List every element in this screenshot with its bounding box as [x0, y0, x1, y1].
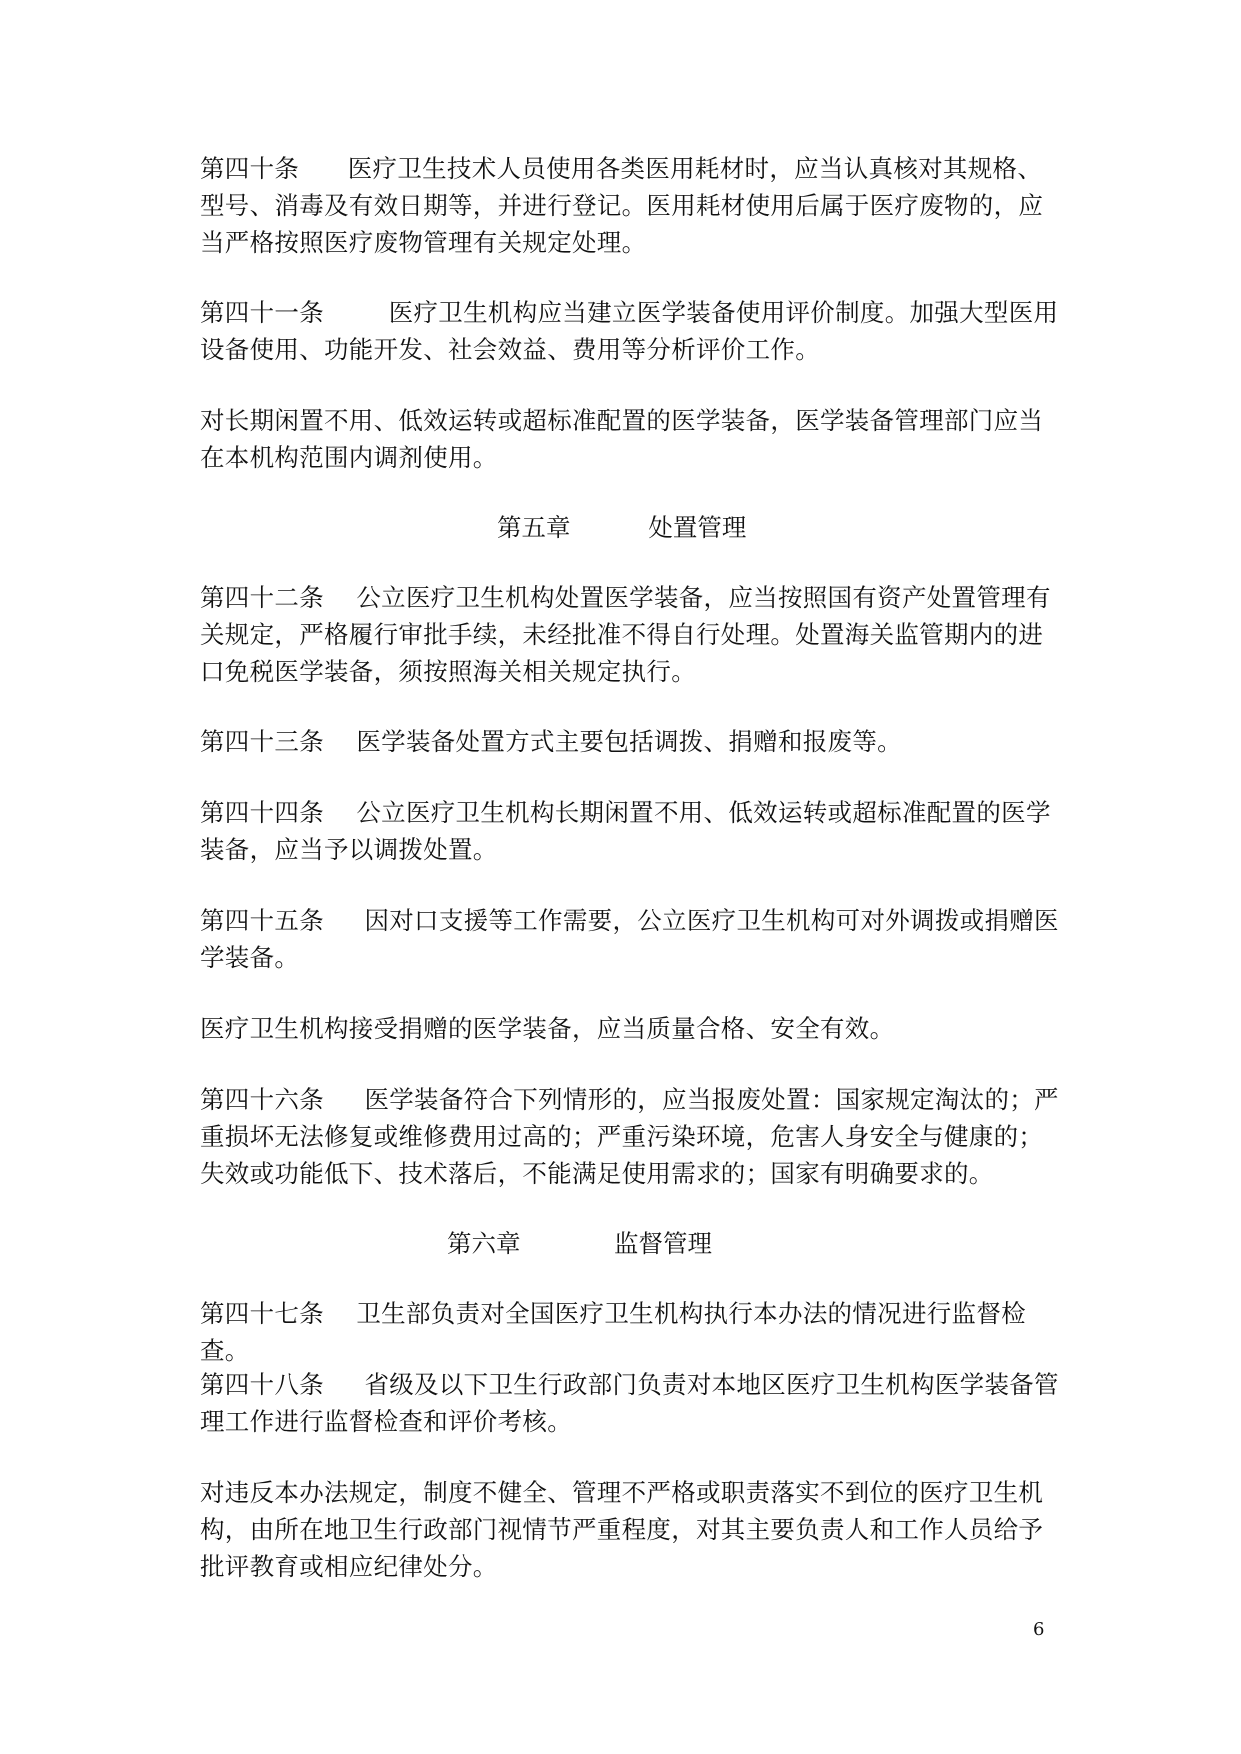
chapter-title: 监督管理 [613, 1229, 712, 1258]
article-text: 医学装备符合下列情形的，应当报废处置：国家规定淘汰的；严重损坏无法修复或维修费用过高的；严重污染环境，危害人身安全与健康的；失效或功能低下、技术落后，不能满足使用需求的；国家有明确要求的。 [200, 1085, 1059, 1188]
page-number: 6 [1033, 1619, 1045, 1640]
article-text: 医疗卫生机构应当建立医学装备使用评价制度。加强大型医用设备使用、功能开发、社会效益、费用等分析评价工作。 [200, 298, 1059, 364]
paragraph-text: 对违反本办法规定，制度不健全、管理不严格或职责落实不到位的医疗卫生机构，由所在地卫生行政部门视情节严重程度，对其主要负责人和工作人员给予批评教育或相应纪律处分。 [200, 1478, 1044, 1581]
article-text: 省级及以下卫生行政部门负责对本地区医疗卫生机构医学装备管理工作进行监督检查和评价考核。 [200, 1370, 1059, 1436]
article-48-paragraph-2 [200, 1474, 1060, 1585]
article-label: 第四十三条 [200, 727, 324, 756]
article-text: 医学装备处置方式主要包括调拨、捐赠和报废等。 [356, 727, 902, 756]
article-text: 医疗卫生技术人员使用各类医用耗材时，应当认真核对其规格、型号、消毒及有效日期等，并进行登记。医用耗材使用后属于医疗废物的，应当严格按照医疗废物管理有关规定处理。 [200, 154, 1044, 257]
article-40 [200, 150, 1060, 261]
article-43 [200, 723, 1060, 760]
article-text: 公立医疗卫生机构长期闲置不用、低效运转或超标准配置的医学装备，应当予以调拨处置。 [200, 798, 1051, 864]
paragraph-text: 医疗卫生机构接受捐赠的医学装备，应当质量合格、安全有效。 [200, 1014, 895, 1043]
paragraph-text: 对长期闲置不用、低效运转或超标准配置的医学装备，医学装备管理部门应当在本机构范围内调剂使用。 [200, 406, 1044, 472]
article-label: 第四十四条 [200, 798, 324, 827]
article-label: 第四十五条 [200, 906, 324, 935]
article-47 [200, 1295, 1060, 1369]
chapter-number: 第五章 [497, 513, 571, 542]
article-label: 第四十六条 [200, 1085, 324, 1114]
article-41 [200, 294, 1060, 368]
chapter-6-heading [447, 1225, 712, 1262]
article-45-paragraph-2 [200, 1010, 1060, 1047]
chapter-number: 第六章 [447, 1229, 521, 1258]
article-42 [200, 579, 1060, 690]
article-text: 卫生部负责对全国医疗卫生机构执行本办法的情况进行监督检查。 [200, 1299, 1026, 1365]
article-41-paragraph-2 [200, 402, 1060, 476]
article-44 [200, 794, 1060, 868]
article-text: 公立医疗卫生机构处置医学装备，应当按照国有资产处置管理有关规定，严格履行审批手续，未经批准不得自行处理。处置海关监管期内的进口免税医学装备，须按照海关相关规定执行。 [200, 583, 1051, 686]
chapter-5-heading [497, 509, 746, 546]
article-label: 第四十一条 [200, 298, 324, 327]
article-label: 第四十八条 [200, 1370, 324, 1399]
article-46 [200, 1081, 1060, 1192]
article-48 [200, 1366, 1060, 1440]
article-label: 第四十二条 [200, 583, 324, 612]
article-45 [200, 902, 1060, 976]
article-text: 因对口支援等工作需要，公立医疗卫生机构可对外调拨或捐赠医学装备。 [200, 906, 1059, 972]
article-label: 第四十条 [200, 154, 300, 183]
chapter-title: 处置管理 [648, 513, 747, 542]
article-label: 第四十七条 [200, 1299, 324, 1328]
